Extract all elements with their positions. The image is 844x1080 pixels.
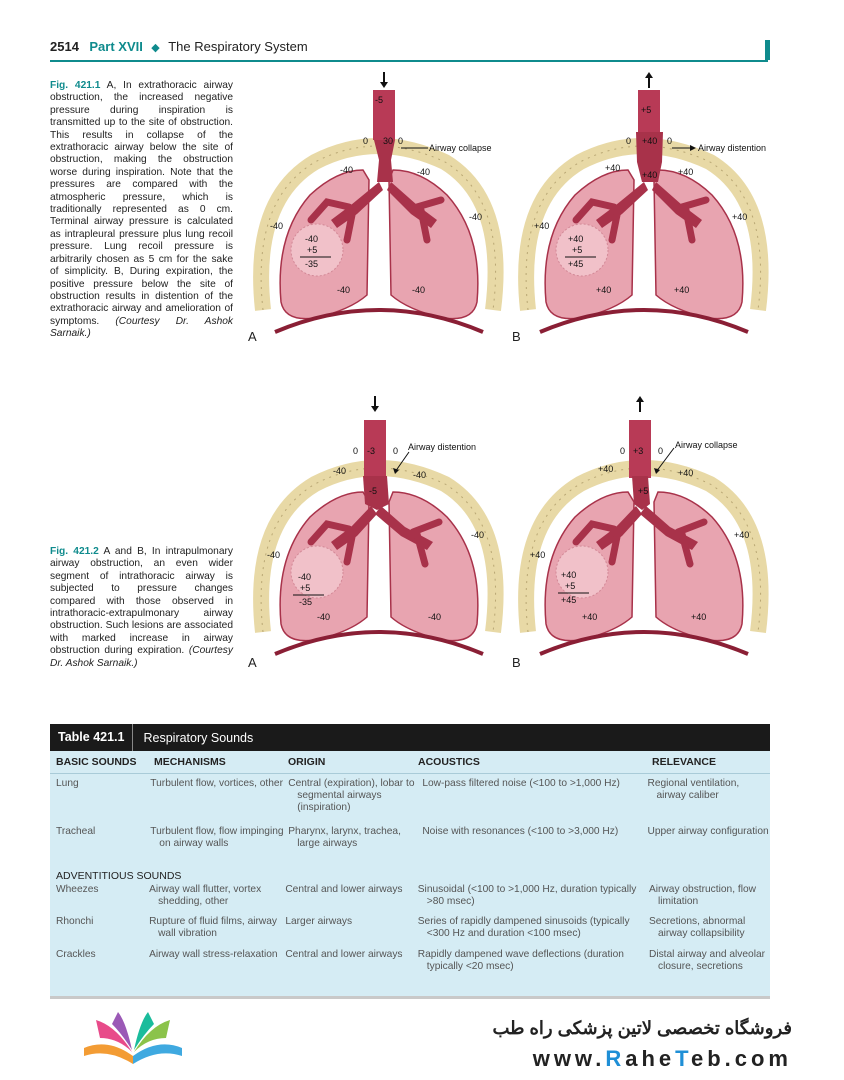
label-trachea: 30 xyxy=(383,136,394,146)
table-row xyxy=(50,916,770,949)
label-alv-1: -40 xyxy=(305,234,319,244)
label-alv-1: +40 xyxy=(561,570,577,580)
fig2-panel-b-letter: B xyxy=(512,655,521,670)
table-cell: Airway obstruction, flow limitation xyxy=(648,884,756,908)
fig1-panel-b-letter: B xyxy=(512,329,521,344)
table-number: Table 421.1 xyxy=(50,724,133,751)
label-side-right: -40 xyxy=(469,212,483,222)
label-alv-3: +45 xyxy=(561,595,577,605)
label-side-left: -40 xyxy=(270,221,284,231)
label-left0: 0 xyxy=(626,136,632,146)
caption-courtesy: (Courtesy Dr. Ashok Sarnaik.) xyxy=(50,645,233,669)
label-right0: 0 xyxy=(658,446,664,456)
arrow-head-icon xyxy=(636,396,644,402)
label-alv-2: +5 xyxy=(565,581,576,591)
label-left0: 0 xyxy=(353,446,359,456)
label-alv-3: -35 xyxy=(299,597,313,607)
table-cell: Turbulent flow, vortices, other xyxy=(150,778,283,789)
table-row xyxy=(50,949,770,989)
book-logo-icon xyxy=(78,1008,188,1070)
table-cell: Sinusoidal (<100 to >1,000 Hz, duration typically >80 msec) xyxy=(417,884,637,908)
url-part: eb.com xyxy=(690,1046,792,1071)
running-header xyxy=(50,38,768,62)
label-bottom-right: +40 xyxy=(691,612,707,622)
label-side-right: +40 xyxy=(734,530,750,540)
fig2-panel-b xyxy=(510,392,775,672)
caption-text: A, In extrathoracic airway obstruction, the increased negative pressure during inspiration is transmitted up to the site of obstruction. This results in collapse of the extrathoracic airway below the site of obstruction, making the obstruction worse during inspiration. Note that the pressures are compared with the atmospheric pressure, which is traditionally represented as 0 cm. Terminal airway pressure is calculated as intrapleural pressure plus lung recoil pressure. Lung recoil pressure is arbitrarily chosen as 5 cm for the sake of simplicity. B, During expiration, the positive pressure below the site of obstruction results in distention of the extrathoracic airway and amelioration of symptoms. xyxy=(50,80,233,327)
label-top: +5 xyxy=(641,105,652,115)
figure-421-2-caption xyxy=(50,546,233,670)
table-title: Respiratory Sounds xyxy=(143,730,254,745)
label-below-obstruction: -5 xyxy=(369,486,378,496)
callout-text: Airway distention xyxy=(698,143,767,153)
label-carina: +40 xyxy=(642,170,658,180)
store-name-persian: فروشگاه تخصصی لاتین پزشکی راه طب xyxy=(492,1018,792,1038)
table-cell: Larger airways xyxy=(285,916,353,927)
caption-courtesy: (Courtesy Dr. Ashok Sarnaik.) xyxy=(50,315,233,340)
callout-text: Airway collapse xyxy=(675,440,738,450)
label-bottom-left: -40 xyxy=(337,285,351,295)
respiratory-sounds-table xyxy=(50,724,770,996)
table-cell: Regional ventilation, airway caliber xyxy=(647,778,740,802)
header-tab-marker xyxy=(765,40,770,60)
table-cell: Central and lower airways xyxy=(285,949,403,960)
url-part: ahe xyxy=(625,1046,676,1071)
table-row xyxy=(50,774,770,826)
label-alv-3: -35 xyxy=(305,259,319,269)
trachea-lower xyxy=(374,140,395,182)
table-row xyxy=(50,826,770,868)
table-cell: Low-pass filtered noise (<100 to >1,000 Hz) xyxy=(422,778,620,789)
label-alv-1: +40 xyxy=(568,234,584,244)
figure-label: Fig. 421.1 xyxy=(50,80,101,91)
table-header-row xyxy=(50,751,770,774)
arrow-head-icon xyxy=(380,82,388,88)
label-pleura-left: -40 xyxy=(333,466,347,476)
fig1-panel-b xyxy=(510,70,775,350)
figure-421-1-caption xyxy=(50,80,233,341)
label-bottom-left: +40 xyxy=(596,285,612,295)
label-alv-2: +5 xyxy=(300,583,311,593)
label-side-left: +40 xyxy=(530,550,546,560)
table-cell: Pharynx, larynx, trachea, large airways xyxy=(288,826,401,850)
label-left0: 0 xyxy=(620,446,626,456)
table-cell: Central (expiration), lobar to segmental airways (inspiration) xyxy=(288,778,415,814)
store-url xyxy=(533,1046,792,1072)
callout-text: Airway collapse xyxy=(429,143,492,153)
table-footnote-strip xyxy=(50,996,770,999)
table-cell: Upper airway configuration xyxy=(647,826,769,837)
table-cell: Central and lower airways xyxy=(285,884,403,895)
label-pleura-right: -40 xyxy=(417,167,431,177)
col-header: MECHANISMS xyxy=(154,756,226,768)
table-subheader: ADVENTITIOUS SOUNDS xyxy=(56,870,182,882)
label-pleura-right: -40 xyxy=(413,470,427,480)
label-bottom-right: -40 xyxy=(428,612,442,622)
table-cell: Tracheal xyxy=(56,826,96,837)
table-cell: Secretions, abnormal airway collapsibility xyxy=(648,916,746,940)
label-below-obstruction: +5 xyxy=(638,486,649,496)
label-trachea: +40 xyxy=(642,136,658,146)
col-header: ACOUSTICS xyxy=(418,756,480,768)
fig1-panel-a xyxy=(245,70,510,350)
col-header: ORIGIN xyxy=(288,756,326,768)
table-cell: Turbulent flow, flow impinging on airway walls xyxy=(150,826,284,850)
fig2-panel-a xyxy=(245,392,510,672)
page-number: 2514 xyxy=(50,39,79,54)
label-pleura-right: +40 xyxy=(678,167,694,177)
url-part: www. xyxy=(532,1046,606,1071)
arrow-head-icon xyxy=(371,406,379,412)
label-bottom-right: +40 xyxy=(674,285,690,295)
label-alv-2: +5 xyxy=(572,245,583,255)
store-watermark xyxy=(0,1000,844,1080)
section-title: The Respiratory System xyxy=(168,39,308,54)
caption-text: A and B, In intrapulmonary airway obstruction, an even wider segment of intrathoracic airway is subjected to pressure changes compared with those observed in intrathoracic-extrapulmonary airway obstruction. Such lesions are associated with marked increase in airway obstruction during expiration. xyxy=(50,546,233,657)
arrow-head-icon xyxy=(645,72,653,78)
diamond-icon: ◆ xyxy=(151,42,160,54)
label-side-left: -40 xyxy=(267,550,281,560)
label-top: -5 xyxy=(375,95,384,105)
label-alv-1: -40 xyxy=(298,572,312,582)
table-cell: Lung xyxy=(56,778,79,789)
label-pleura-left: -40 xyxy=(340,165,354,175)
label-right0: 0 xyxy=(393,446,399,456)
table-cell: Noise with resonances (<100 to >3,000 Hz) xyxy=(422,826,619,837)
table-title-bar xyxy=(50,724,770,751)
label-left0: 0 xyxy=(363,136,369,146)
table-row xyxy=(50,884,770,916)
callout-text: Airway distention xyxy=(408,442,477,452)
label-bottom-left: +40 xyxy=(582,612,598,622)
table-cell: Series of rapidly dampened sinusoids (typically <300 Hz and duration <100 msec) xyxy=(417,916,630,940)
fig2-panel-a-letter: A xyxy=(248,655,257,670)
label-trachea: -3 xyxy=(367,446,376,456)
label-bottom-left: -40 xyxy=(317,612,331,622)
table-cell: Crackles xyxy=(56,949,96,960)
table-cell: Wheezes xyxy=(56,884,99,895)
url-part: R xyxy=(605,1046,626,1071)
label-right0: 0 xyxy=(667,136,673,146)
label-side-left: +40 xyxy=(534,221,550,231)
figure-label: Fig. 421.2 xyxy=(50,546,99,557)
label-side-right: -40 xyxy=(471,530,485,540)
col-header: RELEVANCE xyxy=(652,756,716,768)
label-bottom-right: -40 xyxy=(412,285,426,295)
table-cell: Distal airway and alveolar closure, secretions xyxy=(648,949,766,973)
table-cell: Airway wall stress-relaxation xyxy=(149,949,278,960)
fig1-panel-a-letter: A xyxy=(248,329,257,344)
table-cell: Airway wall flutter, vortex shedding, other xyxy=(149,884,262,908)
label-pleura-right: +40 xyxy=(678,468,694,478)
label-trachea: +3 xyxy=(633,446,644,456)
table-cell: Rupture of fluid films, airway wall vibration xyxy=(149,916,278,940)
label-pleura-left: +40 xyxy=(605,163,621,173)
label-pleura-left: +40 xyxy=(598,464,614,474)
table-cell: Rhonchi xyxy=(56,916,94,927)
label-side-right: +40 xyxy=(732,212,748,222)
url-part: T xyxy=(675,1046,691,1071)
label-alv-2: +5 xyxy=(307,245,318,255)
table-cell: Rapidly dampened wave deflections (duration typically <20 msec) xyxy=(417,949,624,973)
label-alv-3: +45 xyxy=(568,259,584,269)
col-header: BASIC SOUNDS xyxy=(56,756,137,768)
label-right0: 0 xyxy=(398,136,404,146)
part-label: Part XVII xyxy=(89,39,143,54)
